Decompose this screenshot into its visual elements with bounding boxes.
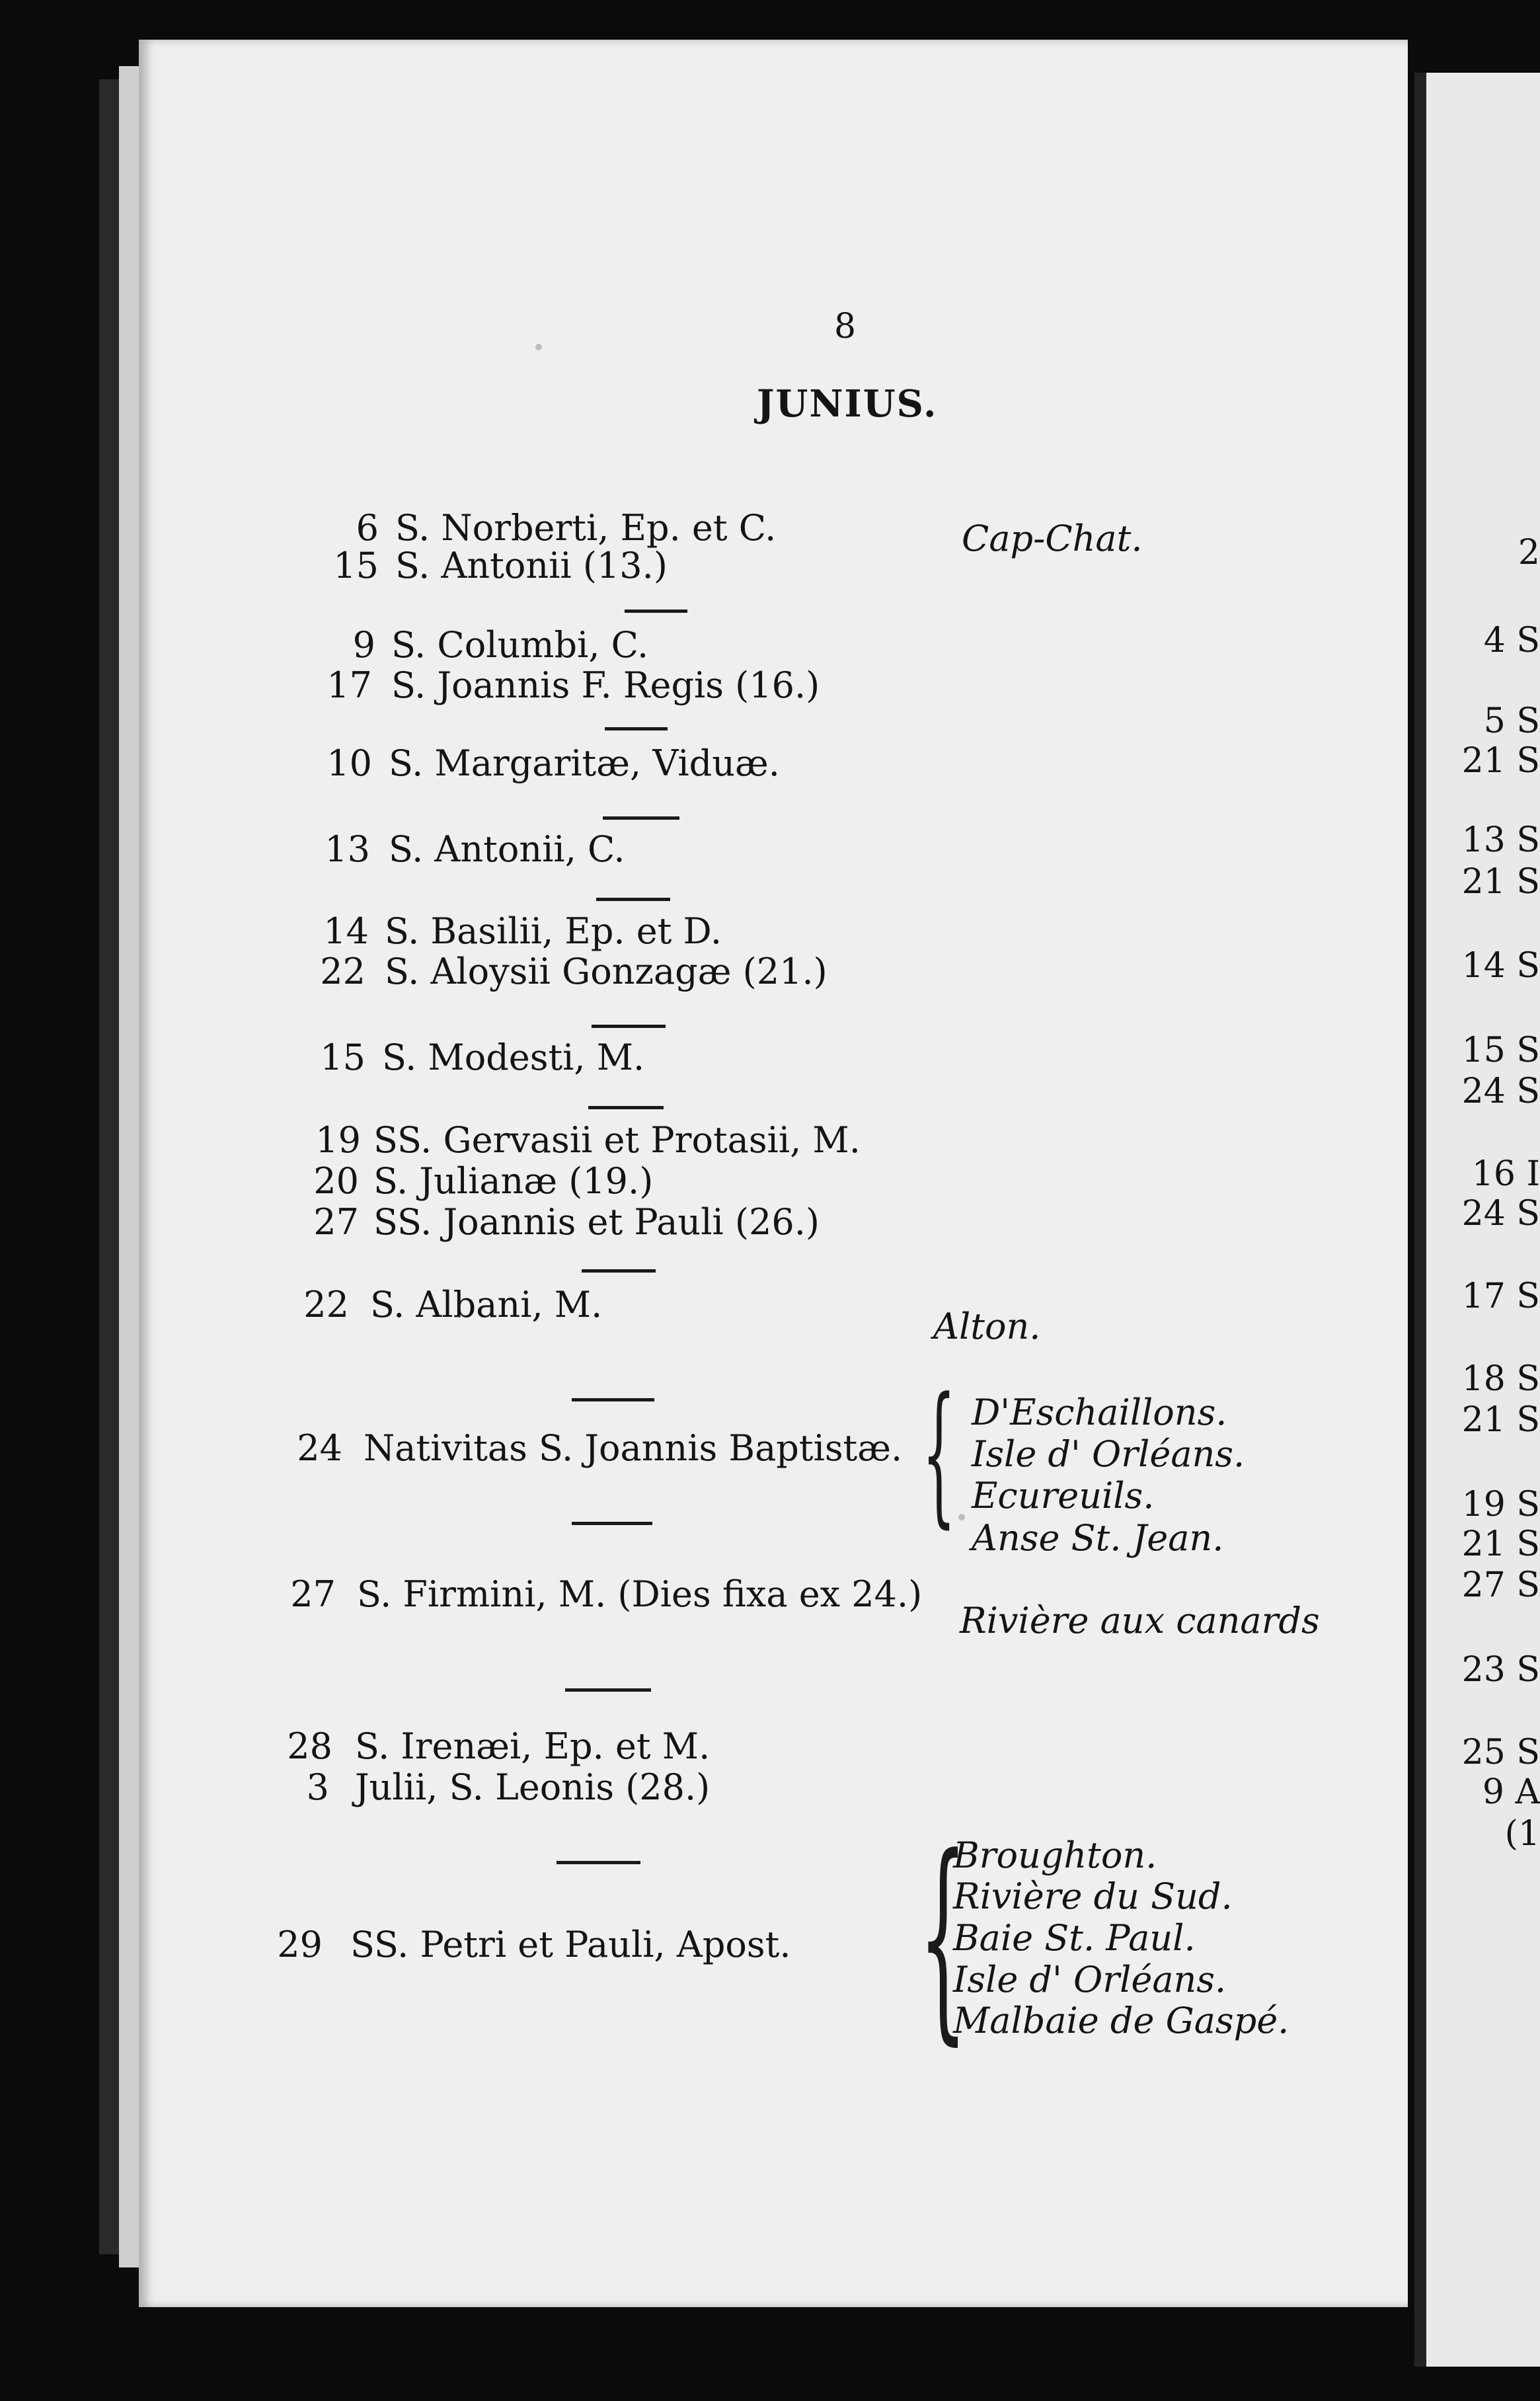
place-list-item: Rivière du Sud. [953,1875,1233,1917]
entry-day: 24 [297,1427,342,1469]
entry-text: S. Joannis F. Regis (16.) [391,664,820,706]
facing-page-fragment: 4 S [1483,621,1540,660]
entry-text: S. Norberti, Ep. et C. [395,507,777,549]
facing-page-fragment: 21 S [1461,741,1540,781]
entry-text: S. Firmini, M. (Dies fixa ex 24.) [357,1573,923,1615]
entry-day: 13 [325,828,370,870]
facing-page-fragment: 19 S [1461,1485,1540,1524]
section-rule [603,816,679,820]
entry-text: S. Columbi, C. [391,624,649,666]
entry-text: S. Margaritæ, Viduæ. [389,742,780,784]
facing-page-fragment: 14 S [1461,946,1540,986]
entry-text: SS. Gervasii et Protasii, M. [373,1119,861,1161]
place-list-item: Broughton. [953,1834,1157,1876]
entry-day: 20 [313,1160,359,1202]
entry-day: 27 [313,1201,359,1243]
place-list-item: D'Eschaillons. [972,1392,1227,1433]
entry-text: S. Aloysii Gonzagæ (21.) [385,951,828,992]
entry-text: S. Basilii, Ep. et D. [385,910,722,952]
place-list-item: Isle d' Orléans. [953,1959,1227,2000]
entry-day: 28 [287,1725,332,1767]
facing-page-fragment: 27 S [1461,1565,1540,1605]
entry-day: 29 [277,1924,323,1965]
entry-text: S. Antonii, C. [389,828,625,870]
entry-text: SS. Petri et Pauli, Apost. [350,1924,791,1965]
section-rule [565,1688,651,1692]
facing-page-fragment: 21 S [1461,1400,1540,1440]
place-cap-chat: Cap-Chat. [962,518,1143,559]
facing-page-fragment: 24 S [1461,1072,1540,1111]
section-rule [582,1269,656,1273]
entry-day: 17 [327,664,372,706]
entry-text: S. Antonii (13.) [395,545,668,586]
place-alton: Alton. [933,1306,1041,1347]
entry-day: 14 [323,910,369,952]
section-rule [557,1861,640,1864]
section-rule [572,1398,654,1401]
entry-day: 15 [333,545,379,586]
entry-day: 3 [306,1766,329,1808]
section-rule [605,727,668,730]
entry-day: 9 [352,624,375,666]
entry-text: S. Albani, M. [370,1284,603,1325]
paper-speck [958,1514,965,1520]
facing-page-fragment: 15 S [1461,1031,1540,1070]
facing-page-fragment: 9 A [1482,1772,1540,1812]
place-list-item: Ecureuils. [972,1475,1155,1516]
section-rule [592,1025,666,1028]
section-rule [588,1106,664,1109]
entry-day: 22 [320,951,366,992]
facing-page-fragment: 13 S [1461,820,1540,860]
place-riviere-aux-canards: Rivière aux canards [960,1600,1320,1641]
entry-day: 27 [290,1573,336,1615]
place-list-item: Anse St. Jean. [972,1517,1224,1559]
facing-page-fragment: 21 S [1461,1524,1540,1564]
entry-day: 6 [356,507,379,549]
facing-page [1414,73,1540,2367]
facing-page-fragment: 25 S [1461,1733,1540,1772]
facing-page-fragment: 23 S [1461,1650,1540,1690]
section-rule [596,898,670,901]
place-list-item: Baie St. Paul. [953,1917,1196,1959]
month-title: JUNIUS. [757,382,938,426]
brace-24: { [922,1366,956,1542]
facing-page-fragment: 17 S [1461,1277,1540,1316]
entry-day: 10 [327,742,372,784]
entry-text: S. Modesti, M. [382,1037,645,1078]
entry-text: S. Julianæ (19.) [373,1160,654,1202]
brace-29: { [919,1810,968,2064]
place-list-item: Isle d' Orléans. [972,1433,1245,1475]
paper-speck [535,344,542,350]
page-number: 8 [834,307,857,346]
section-rule [572,1522,652,1525]
facing-page-fragment: 21 S [1461,862,1540,902]
entry-text: S. Irenæi, Ep. et M. [355,1725,711,1767]
facing-page-fragment: 2 [1518,533,1540,572]
entry-text: Julii, S. Leonis (28.) [355,1766,711,1808]
section-rule [625,610,687,613]
entry-day: 15 [320,1037,366,1078]
place-list-item: Malbaie de Gaspé. [953,2000,1290,2041]
facing-page-fragment: (1 [1504,1814,1540,1854]
entry-text: Nativitas S. Joannis Baptistæ. [364,1427,903,1469]
entry-day: 22 [303,1284,349,1325]
facing-page-fragment: 24 S [1461,1194,1540,1234]
entry-text: SS. Joannis et Pauli (26.) [373,1201,820,1243]
entry-day: 19 [315,1119,361,1161]
facing-page-fragment: 5 S [1483,701,1540,741]
facing-page-fragment: 18 S [1461,1359,1540,1399]
facing-page-fragment: 16 I [1471,1154,1540,1194]
